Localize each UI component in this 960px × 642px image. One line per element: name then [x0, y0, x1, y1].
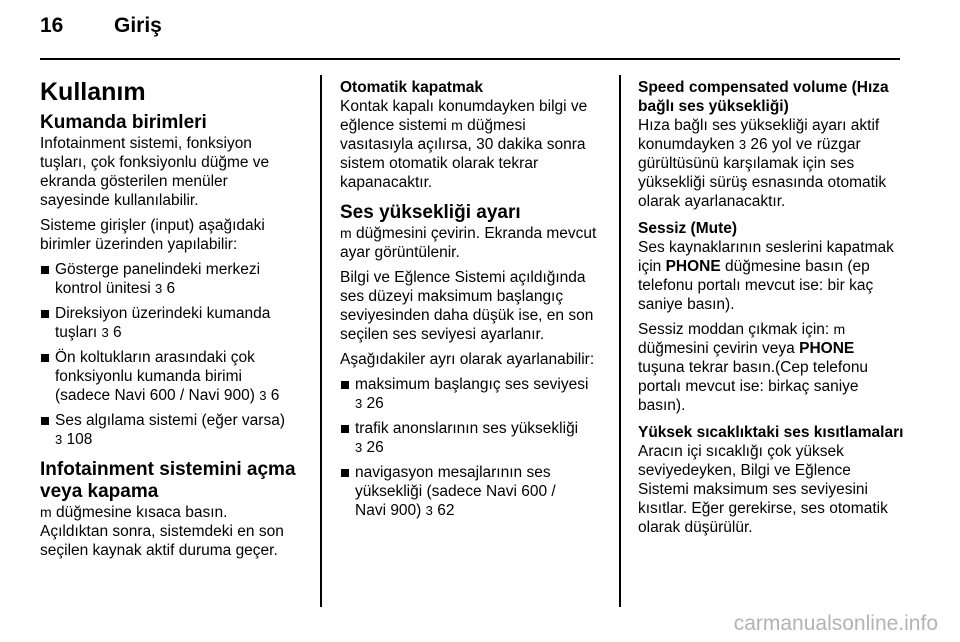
paragraph-girisler: Sisteme girişler (input) aşağıdaki birimler üzerinden yapılabilir: — [40, 217, 265, 253]
page-reference-arrow-icon: 3 — [55, 432, 63, 447]
column-3 — [638, 78, 910, 543]
list-item: Gösterge panelindeki merkezi kontrol ünitesi 3 6 — [40, 260, 312, 298]
paragraph-bilgi: Bilgi ve Eğlence Sistemi açıldığında ses düzeyi maksimum başlangıç seviyesinden daha düşük ise, en son seçilen ses seviyesi ayarlanır. — [340, 269, 594, 343]
paragraph-mute: Ses kaynaklarının seslerini kapatmak için PHONE düğmesine basın (ep telefonu portalı mevcut ise: bir kaç saniye basın). — [638, 239, 894, 313]
watermark: carmanualsonline.info — [733, 612, 938, 635]
list-item: navigasyon mesajlarının ses yüksekliği (sadece Navi 600 / Navi 900) 3 62 — [340, 463, 612, 520]
page-reference-arrow-icon: 3 — [355, 440, 363, 455]
bullet-icon — [41, 266, 49, 274]
paragraph-ayri: Aşağıdakiler ayrı olarak ayarlanabilir: — [340, 351, 595, 368]
bullet-icon — [41, 310, 49, 318]
column-2 — [340, 78, 612, 526]
paragraph-speed: Hıza bağlı ses yüksekliği ayarı aktif konumdayken 3 26 yol ve rüzgar gürültüsünü karşılamak için ses yüksekliği sürüş esnasında otomatik olarak ayarlanacaktır. — [638, 117, 887, 210]
page-reference-arrow-icon: 3 — [355, 396, 363, 411]
bullet-icon — [341, 469, 349, 477]
subheading-otomatik-kapatmak: Otomatik kapatmak — [340, 79, 483, 96]
subheading-kumanda-birimleri: Kumanda birimleri — [40, 112, 207, 133]
page-number: 16 — [40, 14, 64, 37]
page-reference-arrow-icon: 3 — [154, 281, 163, 296]
paragraph-otomatik: Kontak kapalı konumdayken bilgi ve eğlence sistemi m düğmesi vasıtasıyla açılırsa, 30 dakika sonra sistem otomatik olarak tekrar kapanacaktır. — [340, 98, 588, 191]
subheading-acma-kapama: Infotainment sistemini açma veya kapama — [40, 459, 296, 502]
bullet-icon — [41, 417, 49, 425]
list-item: maksimum başlangıç ses seviyesi 3 26 — [340, 375, 612, 413]
list-item: Direksiyon üzerindeki kumanda tuşları 3 6 — [40, 304, 312, 342]
subheading-yuksek-sicaklik: Yüksek sıcaklıktaki ses kısıtlamaları — [638, 424, 904, 441]
bullet-icon — [341, 425, 349, 433]
chapter-title: Giriş — [114, 14, 162, 37]
paragraph-yuksek: Aracın içi sıcaklığı çok yüksek seviyedeyken, Bilgi ve Eğlence Sistemi maksimum ses seviyesini kısıtlar. Eğer gerekirse, ses otomatik olarak düşürülür. — [638, 443, 888, 536]
list-item: Ses algılama sistemi (eğer varsa) 3 108 — [40, 411, 312, 449]
paragraph-cikmak: Sessiz moddan çıkmak için: m düğmesini çevirin veya PHONE tuşuna tekrar basın.(Cep telefonu portalı mevcut ise: birkaç saniye basın). — [638, 321, 869, 414]
column-divider-1 — [320, 75, 322, 607]
bullet-icon — [341, 381, 349, 389]
paragraph-acma: m düğmesine kısaca basın. Açıldıktan sonra, sistemdeki en son seçilen kaynak aktif duruma geçer. — [40, 504, 284, 559]
paragraph-kumanda: Infotainment sistemi, fonksiyon tuşları, çok fonksiyonlu düğme ve ekranda gösterilen menüler sayesinde kullanılabilir. — [40, 135, 270, 209]
subheading-speed-compensated: Speed compensated volume (Hıza bağlı ses yüksekliği) — [638, 79, 889, 115]
page-reference-arrow-icon: 3 — [425, 503, 433, 518]
header-rule — [40, 58, 900, 60]
list-item: trafik anonslarının ses yüksekliği 3 26 — [340, 419, 612, 457]
paragraph-ses: m düğmesini çevirin. Ekranda mevcut ayar görüntülenir. — [340, 225, 597, 261]
power-knob-icon: m — [340, 225, 352, 241]
bullet-icon — [41, 354, 49, 362]
page-reference-arrow-icon: 3 — [738, 137, 747, 152]
column-1 — [40, 78, 312, 566]
subheading-sessiz-mute: Sessiz (Mute) — [638, 220, 738, 237]
page-reference-arrow-icon: 3 — [101, 325, 109, 340]
section-heading-kullanim: Kullanım — [40, 78, 146, 106]
power-knob-icon: m — [40, 504, 52, 520]
column-divider-2 — [619, 75, 621, 607]
power-knob-icon: m — [451, 117, 463, 133]
list-item: Ön koltukların arasındaki çok fonksiyonlu kumanda birimi (sadece Navi 600 / Navi 900) 3 6 — [40, 348, 312, 405]
subheading-ses-yuksekligi: Ses yüksekliği ayarı — [340, 202, 521, 223]
page-reference-arrow-icon: 3 — [259, 388, 267, 403]
power-knob-icon: m — [833, 321, 846, 337]
